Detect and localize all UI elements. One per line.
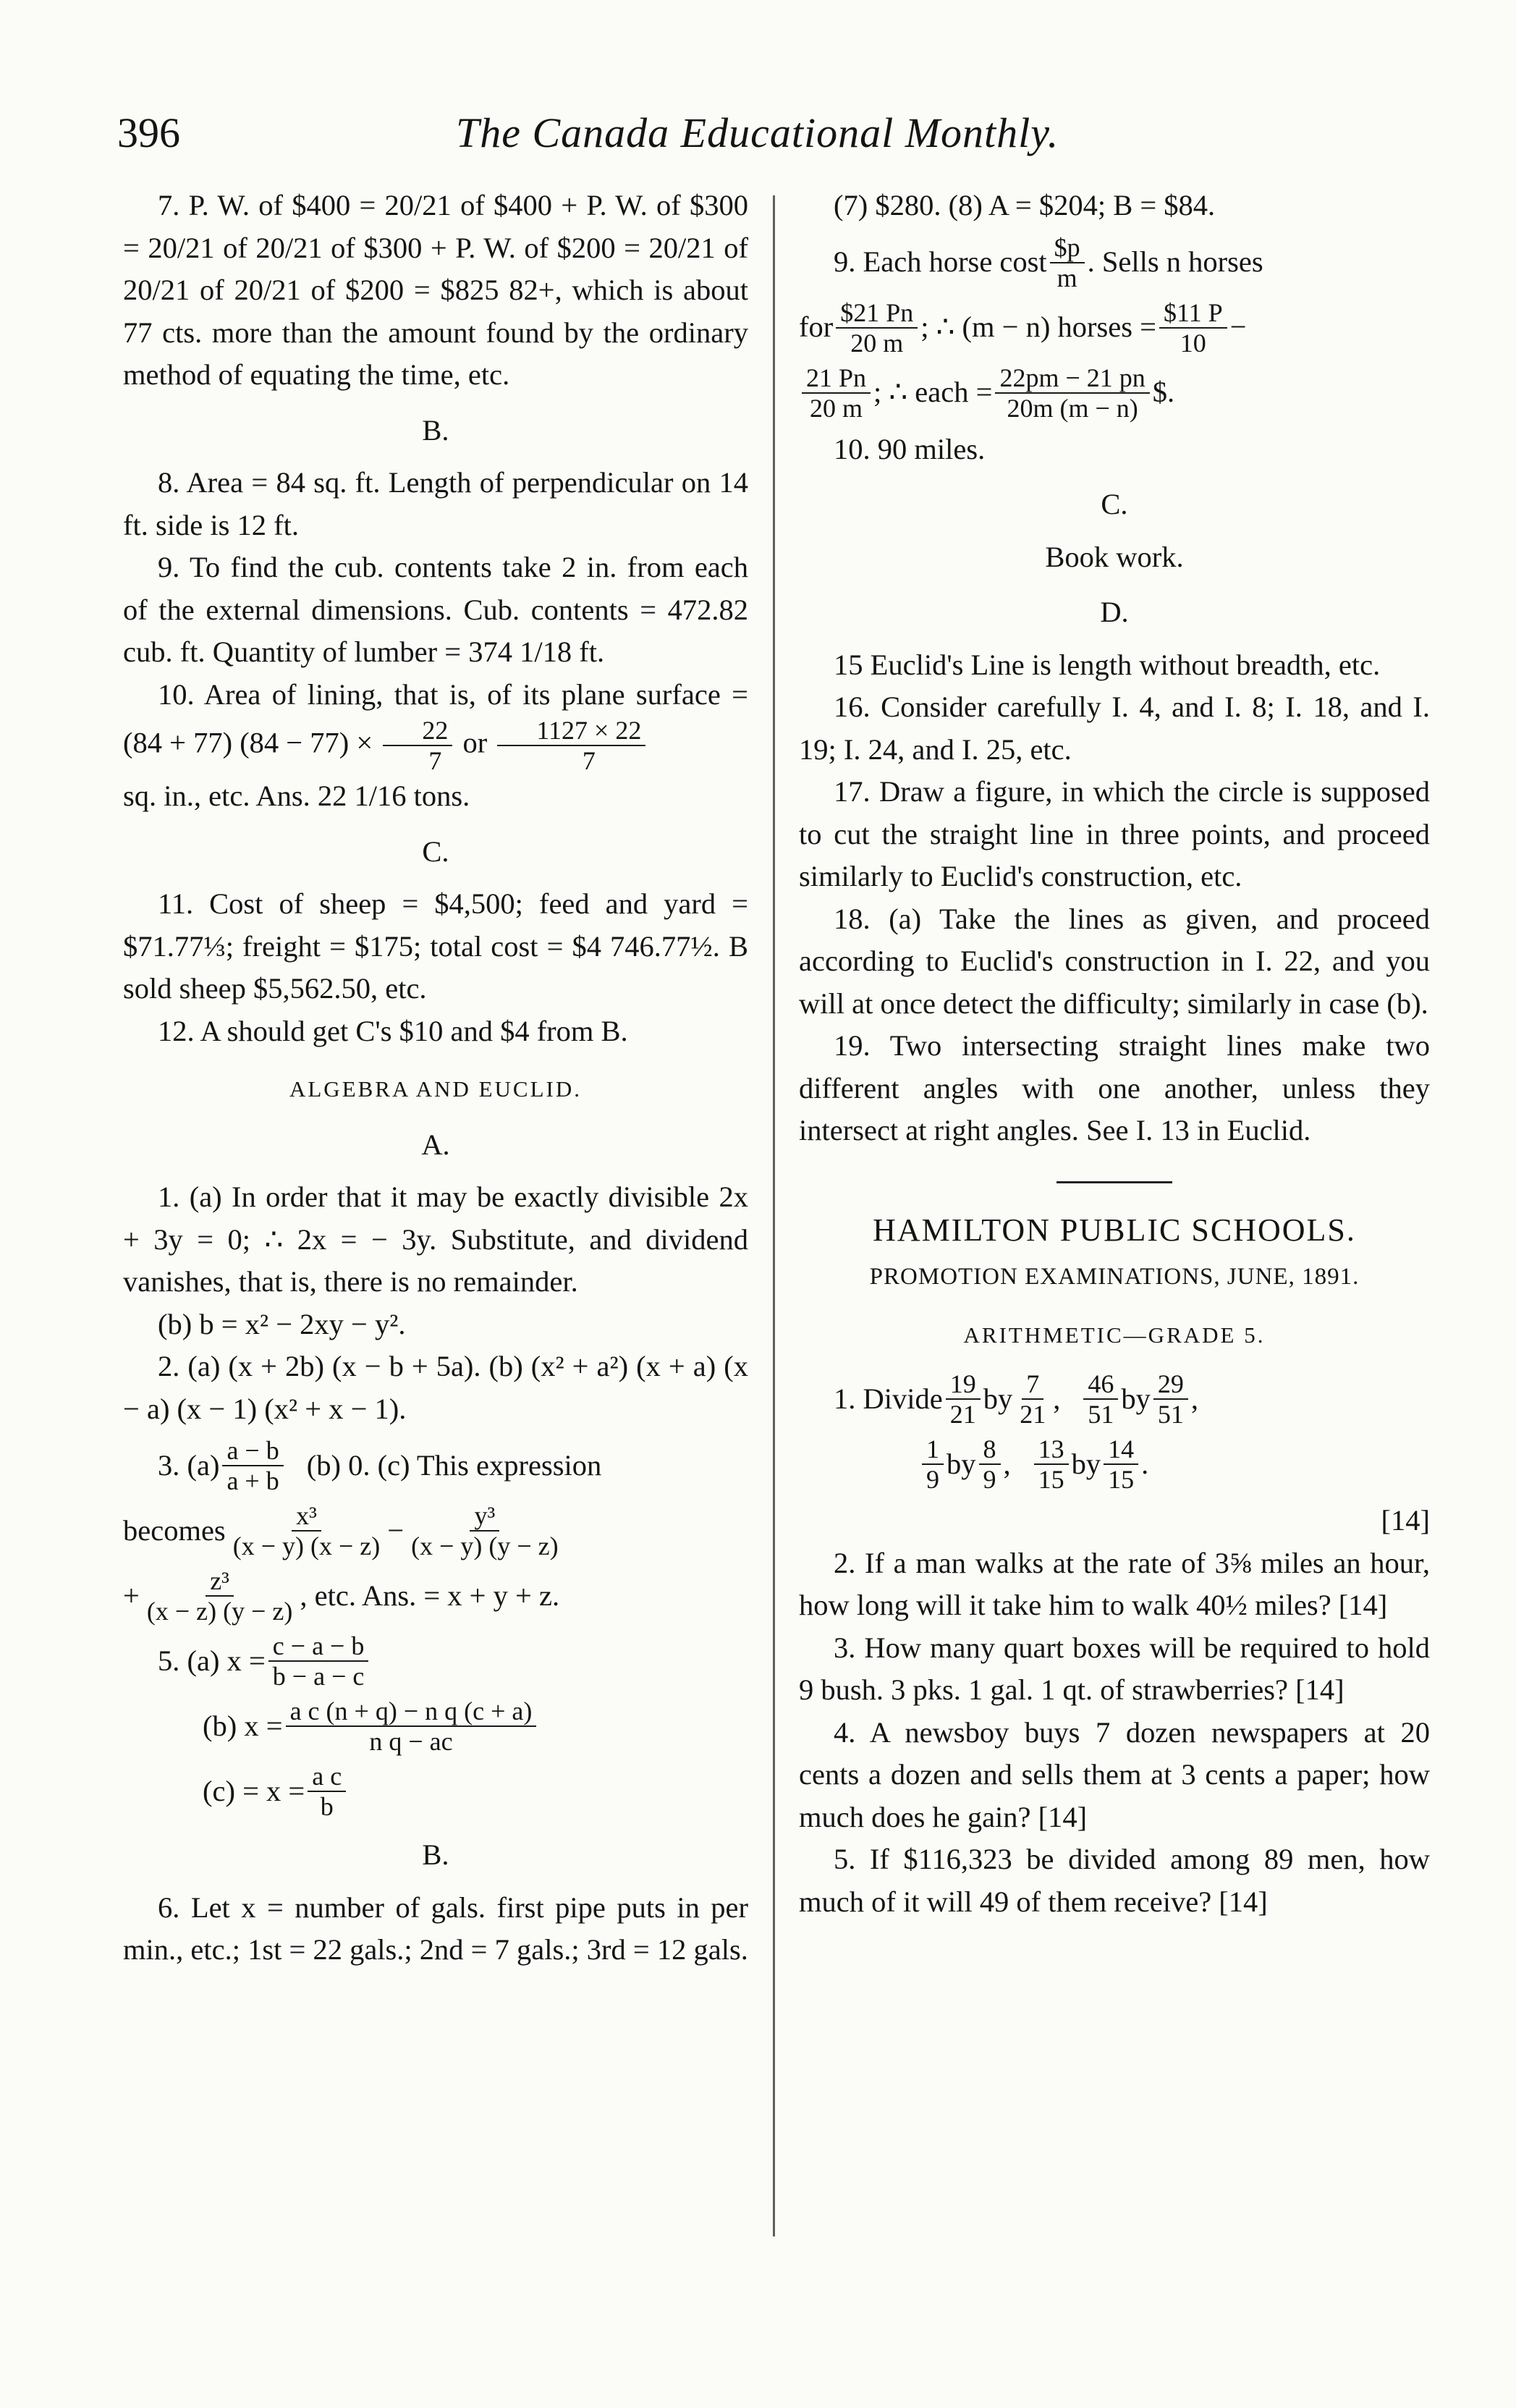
fraction: $\frac{\text{x³}}{(x - y) (x - z)}$ <box>232 1501 381 1560</box>
fraction: $\frac{22pm - 21 pn}{20m (m - n)}$ <box>995 363 1149 423</box>
fraction: $\frac{29}{51}$ <box>1153 1369 1188 1429</box>
fraction: $\frac{14}{15}$ <box>1104 1435 1138 1494</box>
euclid-18: 18. (a) Take the lines as given, and proceed according to Euclid's construction in I. 22, and you will at once detect the difficulty; similarly in case (b). <box>799 902 1430 1020</box>
hamilton-heading: HAMILTON PUBLIC SCHOOLS. <box>873 1212 1356 1248</box>
algebra-2: 2. (a) (x + 2b) (x − b + 5a). (b) (x² + a²) (x + a) (x − a) (x − 1) (x² + x − 1). <box>123 1350 748 1425</box>
answer-7: 7. P. W. of $400 = 20/21 of $400 + P. W. of $300 = 20/21 of 20/21 of $300 + P. W. of $200 = 20/21 of 20/21 of 20/21 of $200 = $825 82+, which is about 77 cts. more than the amount found by the ordinary method of equating the time, etc. <box>123 189 748 391</box>
algebra-3-expression: becomes $\frac{\text{x³}}{(x - y) (x - z)}$ − $\frac{\text{y³}}{(x - y) (y - z)}$ <box>123 1501 748 1560</box>
question-5: 5. If $116,323 be divided among 89 men, how much of it will 49 of them receive? [14] <box>799 1843 1430 1918</box>
question-1-marks: [14] <box>1381 1504 1430 1537</box>
fraction: $\frac{\text{z³}}{(x - z) (y - z)}$ <box>146 1566 293 1626</box>
question-1: 1. Divide $\frac{19}{21}$ by $\frac{7}{21}$ , $\frac{46}{51}$ by $\frac{29}{51}$ , <box>834 1369 1198 1429</box>
running-title: The Canada Educational Monthly. <box>456 109 1059 156</box>
euclid-15: 15 Euclid's Line is length without breadth, etc. <box>834 648 1381 681</box>
arithmetic-heading: ARITHMETIC—GRADE 5. <box>963 1322 1266 1348</box>
fraction: $\frac{22}{7}$ <box>383 716 452 775</box>
answer-12: 12. A should get C's $10 and $4 from B. <box>158 1014 628 1047</box>
algebra-5b: (b) x = $\frac{\text{a c (n + q) − n q (c + a)}}{\text{n q − ac}}$ <box>123 1697 748 1756</box>
answer-10-end: sq. in., etc. Ans. 22 1/16 tons. <box>123 780 470 812</box>
fraction: $\frac{a - b}{a + b}$ <box>222 1436 283 1495</box>
column-divider <box>773 195 775 2236</box>
algebra-3: 3. (a) $\frac{a - b}{a + b}$ (b) 0. (c) This expression <box>158 1436 602 1495</box>
algebra-5a: 5. (a) x = $\frac{c - a - b}{b - a - c}$ <box>123 1631 748 1691</box>
left-column <box>123 185 748 1972</box>
section-b-label: B. <box>422 413 449 447</box>
algebra-1b: (b) b = x² − 2xy − y². <box>158 1307 406 1340</box>
section-a-label: A. <box>421 1128 450 1161</box>
question-4: 4. A newsboy buys 7 dozen newspapers at 20 cents a dozen and sells them at 3 cents a paper; how much does he gain? [14] <box>799 1715 1430 1833</box>
question-2: 2. If a man walks at the rate of 3⅝ miles an hour, how long will it take him to walk 40½ miles? [14] <box>799 1546 1430 1621</box>
fraction: $\frac{46}{51}$ <box>1083 1369 1118 1429</box>
fraction: $\frac{1127 \times 22}{7}$ <box>497 716 645 775</box>
algebra-9: 9. Each horse cost $\frac{\$p}{m}$ . Sells n horses <box>834 232 1263 292</box>
section-rule <box>1056 1181 1172 1183</box>
page-number: 396 <box>117 109 180 156</box>
section-c-label-2: C. <box>1101 488 1128 520</box>
answer-10: 10. Area of lining, that is, of its plane surface = (84 + 77) (84 − 77) × $\frac{22}{7}$ or $\frac{1127 \times 22}{7}$ <box>123 677 748 775</box>
algebra-7-8: (7) $280. (8) A = $204; B = $84. <box>834 189 1216 221</box>
answer-11: 11. Cost of sheep = $4,500; feed and yard = $71.77⅓; freight = $175; total cost = $4 746.77½. B sold sheep $5,562.50, etc. <box>123 887 748 1005</box>
fraction: $\frac{8}{9}$ <box>979 1435 1001 1494</box>
fraction: $\frac{\text{y³}}{(x - y) (y - z)}$ <box>411 1501 559 1560</box>
fraction: $\frac{\$11 P}{10}$ <box>1159 298 1227 358</box>
fraction: $\frac{21 Pn}{20 m}$ <box>802 363 871 423</box>
euclid-19: 19. Two intersecting straight lines make two different angles with one another, unless they intersect at right angles. See I. 13 in Euclid. <box>799 1029 1430 1146</box>
answer-10-text: 10. Area of lining, that is, of its plane surface = (84 + 77) (84 − 77) × <box>123 677 748 759</box>
promotion-heading: PROMOTION EXAMINATIONS, JUNE, 1891. <box>869 1264 1360 1290</box>
section-d-label: D. <box>1100 596 1129 628</box>
answer-8: 8. Area = 84 sq. ft. Length of perpendicular on 14 ft. side is 12 ft. <box>123 466 748 541</box>
euclid-17: 17. Draw a figure, in which the circle is supposed to cut the straight line in three points, and proceed similarly to Euclid's construction, etc. <box>799 775 1430 892</box>
fraction: $\frac{\$21 Pn}{20 m}$ <box>836 298 918 358</box>
euclid-16: 16. Consider carefully I. 4, and I. 8; I. 18, and I. 19; I. 24, and I. 25, etc. <box>799 690 1430 766</box>
algebra-9-end: $\frac{21 Pn}{20 m}$ ; ∴ each = $\frac{22pm - 21 pn}{20m (m - n)}$ $. <box>799 363 1430 423</box>
right-column <box>799 185 1430 1923</box>
fraction: $\frac{19}{21}$ <box>946 1369 981 1429</box>
algebra-3-expression-cont: + $\frac{\text{z³}}{(x - z) (y - z)}$ , etc. Ans. = x + y + z. <box>123 1566 560 1626</box>
algebra-1a: 1. (a) In order that it may be exactly divisible 2x + 3y = 0; ∴ 2x = − 3y. Substitute, and dividend vanishes, that is, there is no remainder. <box>123 1180 748 1298</box>
fraction: $\frac{\text{a c}}{b}$ <box>308 1762 346 1821</box>
answer-9: 9. To find the cub. contents take 2 in. from each of the external dimensions. Cub. contents = 472.82 cub. ft. Quantity of lumber = 374 1/18 ft. <box>123 551 748 668</box>
book-work: Book work. <box>1045 540 1184 573</box>
question-3: 3. How many quart boxes will be required to hold 9 bush. 3 pks. 1 gal. 1 qt. of strawberries? [14] <box>799 1631 1430 1706</box>
algebra-10: 10. 90 miles. <box>834 432 986 465</box>
question-1-cont: $\frac{1}{9}$ by $\frac{8}{9}$ , $\frac{13}{15}$ by $\frac{14}{15}$ . <box>799 1435 1430 1494</box>
fraction: $\frac{7}{21}$ <box>1020 1369 1046 1429</box>
fraction: $\frac{\text{a c (n + q) − n q (c + a)}}{\text{n q − ac}}$ <box>286 1697 537 1756</box>
fraction: $\frac{c - a - b}{b - a - c}$ <box>268 1631 369 1691</box>
section-c-label: C. <box>422 835 449 868</box>
section-b-label-2: B. <box>422 1838 449 1871</box>
fraction: $\frac{\$p}{m}$ <box>1050 233 1085 292</box>
algebra-heading: ALGEBRA AND EUCLID. <box>289 1076 583 1102</box>
algebra-9-cont: for $\frac{\$21 Pn}{20 m}$ ; ∴ (m − n) horses = $\frac{\$11 P}{10}$ − <box>799 297 1247 358</box>
fraction: $\frac{13}{15}$ <box>1034 1435 1069 1494</box>
fraction: $\frac{1}{9}$ <box>922 1435 944 1494</box>
algebra-6: 6. Let x = number of gals. first pipe puts in per min., etc.; 1st = 22 gals.; 2nd = 7 gals.; 3rd = 12 gals. <box>123 1891 748 1966</box>
algebra-5c: (c) = x = $\frac{\text{a c}}{b}$ <box>123 1762 748 1821</box>
